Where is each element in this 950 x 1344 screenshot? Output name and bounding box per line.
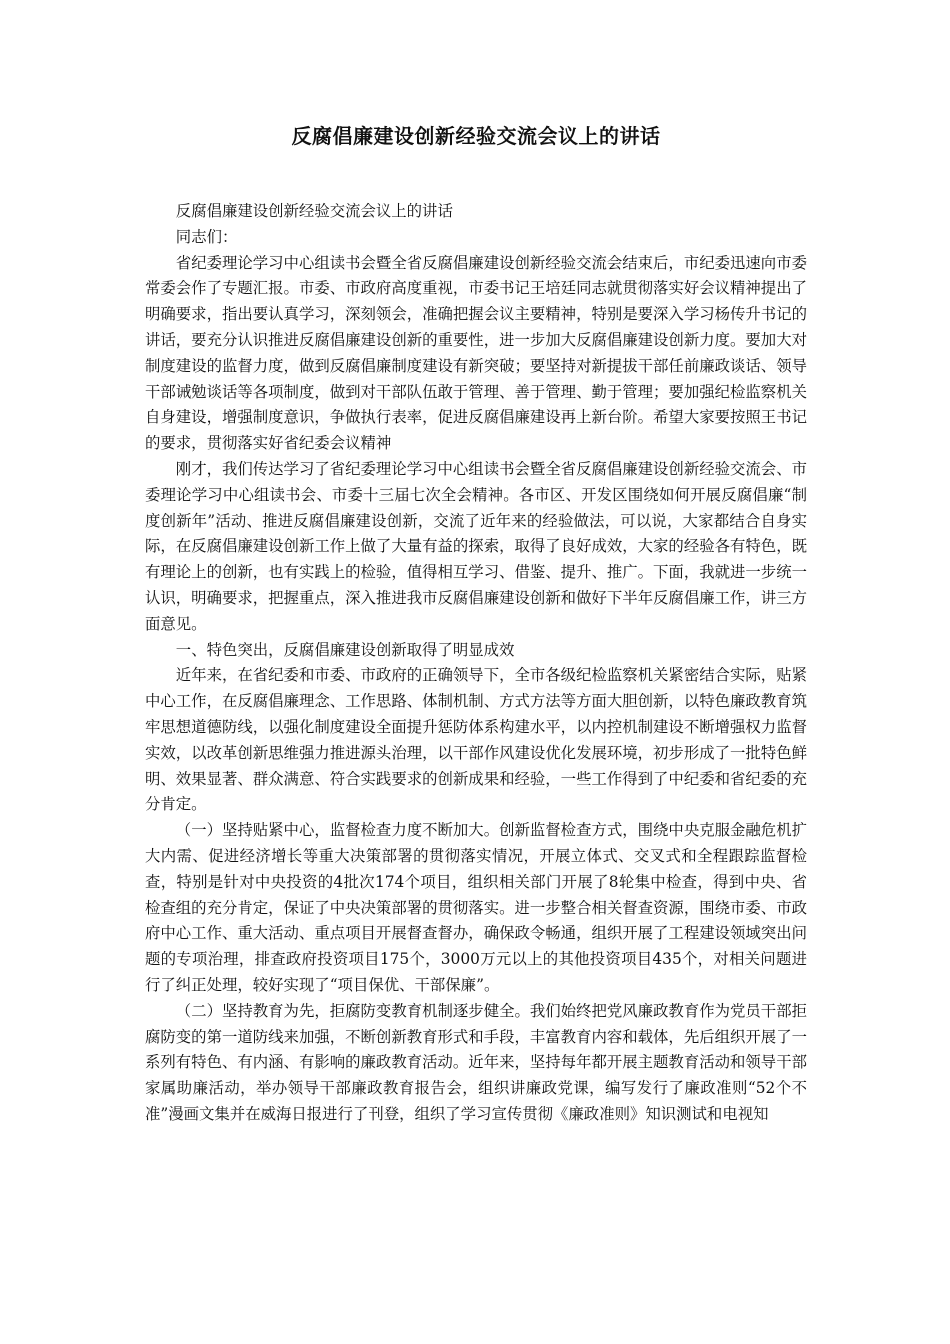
body-paragraph: 省纪委理论学习中心组读书会暨全省反腐倡廉建设创新经验交流会结束后，市纪委迅速向市委常委会作了专题汇报。市委、市政府高度重视，市委书记王培廷同志就贯彻落实好会议精神提出了明确要求，指出要认真学习，深刻领会，准确把握会议主要精神，特别是要深入学习杨传升书记的讲话，要充分认识推进反腐倡廉建设创新的重要性，进一步加大反腐倡廉建设创新力度。要加大对制度建设的监督力度，做到反腐倡廉制度建设有新突破；要坚持对新提拔干部任前廉政谈话、领导干部诫勉谈话等各项制度，做到对干部队伍敢于管理、善于管理、勤于管理；要加强纪检监察机关自身建设，增强制度意识，争做执行表率，促进反腐倡廉建设再上新台阶。希望大家要按照王书记的要求，贯彻落实好省纪委会议精神 (145, 253, 807, 453)
body-paragraph: （二）坚持教育为先，拒腐防变教育机制逐步健全。我们始终把党风廉政教育作为党员干部拒腐防变的第一道防线来加强，不断创新教育形式和手段，丰富教育内容和载体，先后组织开展了一系列有特色、有内涵、有影响的廉政教育活动。近年来，坚持每年都开展主题教育活动和领导干部家属助廉活动，举办领导干部廉政教育报告会，组织讲廉政党课，编写发行了廉政准则“52个不准”漫画文集并在威海日报进行了刊登，组织了学习宣传贯彻《廉政准则》知识测试和电视知 (145, 1001, 807, 1123)
section-heading: 一、特色突出，反腐倡廉建设创新取得了明显成效 (175, 640, 515, 659)
document-title: 反腐倡廉建设创新经验交流会议上的讲话 (291, 124, 661, 148)
body-paragraph: 近年来，在省纪委和市委、市政府的正确领导下，全市各级纪检监察机关紧密结合实际，贴紧中心工作，在反腐倡廉理念、工作思路、体制机制、方式方法等方面大胆创新，以特色廉政教育筑牢思想道德防线，以强化制度建设全面提升惩防体系构建水平，以内控机制建设不断增强权力监督实效，以改革创新思维强力推进源头治理，以干部作风建设优化发展环境，初步形成了一批特色鲜明、效果显著、群众满意、符合实践要求的创新成果和经验，一些工作得到了中纪委和省纪委的充分肯定。 (145, 666, 807, 814)
body-paragraph: 刚才，我们传达学习了省纪委理论学习中心组读书会暨全省反腐倡廉建设创新经验交流会、市委理论学习中心组读书会、市委十三届七次全会精神。各市区、开发区围绕如何开展反腐倡廉“制度创新年”活动、推进反腐倡廉建设创新，交流了近年来的经验做法，可以说，大家都结合自身实际，在反腐倡廉建设创新工作上做了大量有益的探索，取得了良好成效，大家的经验各有特色，既有理论上的创新，也有实践上的检验，值得相互学习、借鉴、提升、推广。下面，我就进一步统一认识，明确要求，把握重点，深入推进我市反腐倡廉建设创新和做好下半年反腐倡廉工作，讲三方面意见。 (145, 459, 807, 633)
subtitle-paragraph: 反腐倡廉建设创新经验交流会议上的讲话 (175, 202, 453, 220)
document-body (145, 199, 807, 1128)
salutation-paragraph: 同志们： (175, 227, 238, 246)
body-paragraph: （一）坚持贴紧中心，监督检查力度不断加大。创新监督检查方式，围绕中央克服金融危机扩大内需、促进经济增长等重大决策部署的贯彻落实情况，开展立体式、交叉式和全程跟踪监督检查，特别是针对中央投资的4批次174个项目，组织相关部门开展了8轮集中检查，得到中央、省检查组的充分肯定，保证了中央决策部署的贯彻落实。进一步整合相关督查资源，围绕市委、市政府中心工作、重大活动、重点项目开展督查督办，确保政令畅通，组织开展了工程建设领域突出问题的专项治理，排查政府投资项目175个，3000万元以上的其他投资项目435个，对相关问题进行了纠正处理，较好实现了“项目保优、干部保廉”。 (145, 821, 807, 994)
